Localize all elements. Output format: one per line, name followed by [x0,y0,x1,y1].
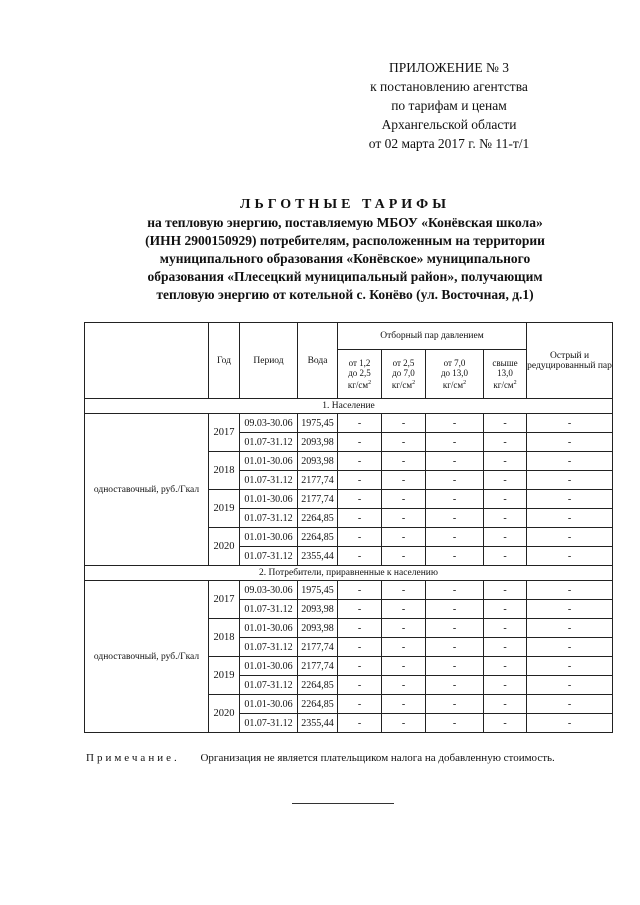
water-tariff-cell: 2093,98 [298,619,338,638]
empty-tariff-cell: - [338,581,382,600]
header-pressure-3 [426,350,484,399]
water-tariff-cell: 2177,74 [298,471,338,490]
empty-tariff-cell: - [527,414,613,433]
unit-exponent: 2 [368,380,372,386]
header-year: Год [209,323,240,399]
water-tariff-cell: 2093,98 [298,433,338,452]
empty-tariff-cell: - [338,452,382,471]
period-cell: 01.07-31.12 [240,600,298,619]
water-tariff-cell: 2264,85 [298,676,338,695]
header-consumer [85,323,209,399]
empty-tariff-cell: - [382,695,426,714]
empty-tariff-cell: - [527,638,613,657]
pressure-from: свыше [492,358,518,368]
empty-tariff-cell: - [338,600,382,619]
pressure-to: до 7,0 [392,368,415,378]
period-cell: 01.01-30.06 [240,657,298,676]
empty-tariff-cell: - [382,414,426,433]
year-cell: 2020 [209,528,240,566]
empty-tariff-cell: - [338,528,382,547]
empty-tariff-cell: - [338,714,382,733]
section-title: 2. Потребители, приравненные к населению [85,566,613,581]
water-tariff-cell: 2177,74 [298,490,338,509]
empty-tariff-cell: - [484,714,527,733]
pressure-to: до 2,5 [348,368,371,378]
empty-tariff-cell: - [527,695,613,714]
empty-tariff-cell: - [484,509,527,528]
unit-exponent: 2 [513,380,517,386]
empty-tariff-cell: - [338,471,382,490]
empty-tariff-cell: - [426,490,484,509]
header-water: Вода [298,323,338,399]
period-cell: 01.01-30.06 [240,619,298,638]
empty-tariff-cell: - [527,676,613,695]
closing-rule [292,803,394,804]
year-cell: 2017 [209,581,240,619]
empty-tariff-cell: - [382,452,426,471]
empty-tariff-cell: - [338,657,382,676]
empty-tariff-cell: - [338,695,382,714]
title-line: тепловую энергию от котельной с. Конёво (ул. Восточная, д.1) [156,287,534,302]
title-line: муниципального образования «Конёвское» муниципального [159,251,531,266]
empty-tariff-cell: - [527,714,613,733]
empty-tariff-cell: - [484,433,527,452]
header-pressure-4 [484,350,527,399]
water-tariff-cell: 2264,85 [298,509,338,528]
water-tariff-cell: 2177,74 [298,638,338,657]
period-cell: 01.07-31.12 [240,433,298,452]
pressure-from: от 1,2 [348,358,371,368]
header-pressure-2 [382,350,426,399]
empty-tariff-cell: - [527,433,613,452]
year-cell: 2018 [209,452,240,490]
empty-tariff-cell: - [338,433,382,452]
empty-tariff-cell: - [338,490,382,509]
period-cell: 09.03-30.06 [240,581,298,600]
empty-tariff-cell: - [426,509,484,528]
empty-tariff-cell: - [382,638,426,657]
section-row [85,399,613,414]
water-tariff-cell: 1975,45 [298,414,338,433]
pressure-unit: кг/см [442,380,464,390]
unit-exponent: 2 [412,380,416,386]
pressure-from: от 2,5 [392,358,415,368]
empty-tariff-cell: - [338,676,382,695]
empty-tariff-cell: - [484,452,527,471]
header-period: Период [240,323,298,399]
period-cell: 09.03-30.06 [240,414,298,433]
pressure-unit: кг/см [493,380,514,390]
period-cell: 01.07-31.12 [240,676,298,695]
empty-tariff-cell: - [484,600,527,619]
empty-tariff-cell: - [338,414,382,433]
empty-tariff-cell: - [382,581,426,600]
year-cell: 2019 [209,657,240,695]
period-cell: 01.01-30.06 [240,695,298,714]
year-cell: 2018 [209,619,240,657]
empty-tariff-cell: - [426,414,484,433]
water-tariff-cell: 2264,85 [298,528,338,547]
year-cell: 2019 [209,490,240,528]
title-main: ЛЬГОТНЫЕ ТАРИФЫ [240,197,450,212]
consumer-type: одноставочный, руб./Гкал [85,581,209,733]
empty-tariff-cell: - [382,619,426,638]
period-cell: 01.01-30.06 [240,528,298,547]
empty-tariff-cell: - [426,452,484,471]
empty-tariff-cell: - [484,471,527,490]
note-label: Примечание. [86,752,180,764]
unit-exponent: 2 [463,380,467,386]
pressure-to: 13,0 [497,368,513,378]
consumer-type: одноставочный, руб./Гкал [85,414,209,566]
empty-tariff-cell: - [527,471,613,490]
period-cell: 01.07-31.12 [240,471,298,490]
tariff-table [84,322,613,733]
appendix-date: от 02 марта 2017 г. № 11-т/1 [368,136,530,151]
empty-tariff-cell: - [484,695,527,714]
empty-tariff-cell: - [382,471,426,490]
empty-tariff-cell: - [426,528,484,547]
empty-tariff-cell: - [484,528,527,547]
water-tariff-cell: 2264,85 [298,695,338,714]
empty-tariff-cell: - [426,638,484,657]
note [86,752,606,764]
empty-tariff-cell: - [382,509,426,528]
table-row [85,414,613,433]
empty-tariff-cell: - [382,657,426,676]
period-cell: 01.07-31.12 [240,638,298,657]
empty-tariff-cell: - [527,581,613,600]
empty-tariff-cell: - [426,657,484,676]
empty-tariff-cell: - [527,600,613,619]
empty-tariff-cell: - [527,547,613,566]
year-cell: 2020 [209,695,240,733]
title-line: (ИНН 2900150929) потребителям, расположенным на территории [145,233,545,248]
appendix-line: по тарифам и ценам [391,98,507,113]
empty-tariff-cell: - [527,452,613,471]
empty-tariff-cell: - [426,581,484,600]
period-cell: 01.01-30.06 [240,452,298,471]
water-tariff-cell: 2355,44 [298,547,338,566]
empty-tariff-cell: - [426,619,484,638]
empty-tariff-cell: - [338,547,382,566]
water-tariff-cell: 2093,98 [298,600,338,619]
empty-tariff-cell: - [426,433,484,452]
document-title [100,196,590,304]
empty-tariff-cell: - [426,714,484,733]
water-tariff-cell: 2093,98 [298,452,338,471]
empty-tariff-cell: - [426,600,484,619]
empty-tariff-cell: - [426,471,484,490]
tariff-table-body [85,399,613,733]
appendix-block [344,58,554,153]
empty-tariff-cell: - [426,676,484,695]
empty-tariff-cell: - [484,638,527,657]
note-text: Организация не является плательщиком налога на добавленную стоимость. [200,752,555,764]
header-selected-steam: Отборный пар давлением [338,323,527,350]
empty-tariff-cell: - [338,509,382,528]
period-cell: 01.01-30.06 [240,490,298,509]
empty-tariff-cell: - [484,414,527,433]
pressure-to: до 13,0 [440,368,469,378]
empty-tariff-cell: - [527,528,613,547]
empty-tariff-cell: - [382,528,426,547]
empty-tariff-cell: - [382,547,426,566]
water-tariff-cell: 1975,45 [298,581,338,600]
empty-tariff-cell: - [484,547,527,566]
header-pressure-1 [338,350,382,399]
pressure-unit: кг/см [391,380,413,390]
empty-tariff-cell: - [338,638,382,657]
period-cell: 01.07-31.12 [240,509,298,528]
empty-tariff-cell: - [382,433,426,452]
header-sharp-steam: Острый и редуцированный пар [527,323,613,399]
empty-tariff-cell: - [382,600,426,619]
year-cell: 2017 [209,414,240,452]
empty-tariff-cell: - [382,714,426,733]
table-row [85,581,613,600]
water-tariff-cell: 2355,44 [298,714,338,733]
period-cell: 01.07-31.12 [240,547,298,566]
pressure-from: от 7,0 [443,358,466,368]
empty-tariff-cell: - [527,490,613,509]
appendix-line: к постановлению агентства [370,79,528,94]
empty-tariff-cell: - [382,676,426,695]
empty-tariff-cell: - [484,581,527,600]
empty-tariff-cell: - [484,657,527,676]
empty-tariff-cell: - [527,657,613,676]
pressure-unit: кг/см [347,380,369,390]
appendix-line: Архангельской области [381,117,517,132]
empty-tariff-cell: - [382,490,426,509]
title-line: на тепловую энергию, поставляемую МБОУ «Конёвская школа» [147,215,543,230]
empty-tariff-cell: - [484,676,527,695]
period-cell: 01.07-31.12 [240,714,298,733]
empty-tariff-cell: - [484,619,527,638]
empty-tariff-cell: - [426,695,484,714]
section-title: 1. Население [85,399,613,414]
empty-tariff-cell: - [426,547,484,566]
appendix-number: ПРИЛОЖЕНИЕ № 3 [388,60,510,75]
empty-tariff-cell: - [527,619,613,638]
empty-tariff-cell: - [338,619,382,638]
water-tariff-cell: 2177,74 [298,657,338,676]
empty-tariff-cell: - [527,509,613,528]
section-row [85,566,613,581]
empty-tariff-cell: - [484,490,527,509]
title-line: образования «Плесецкий муниципальный район», получающим [147,269,543,284]
